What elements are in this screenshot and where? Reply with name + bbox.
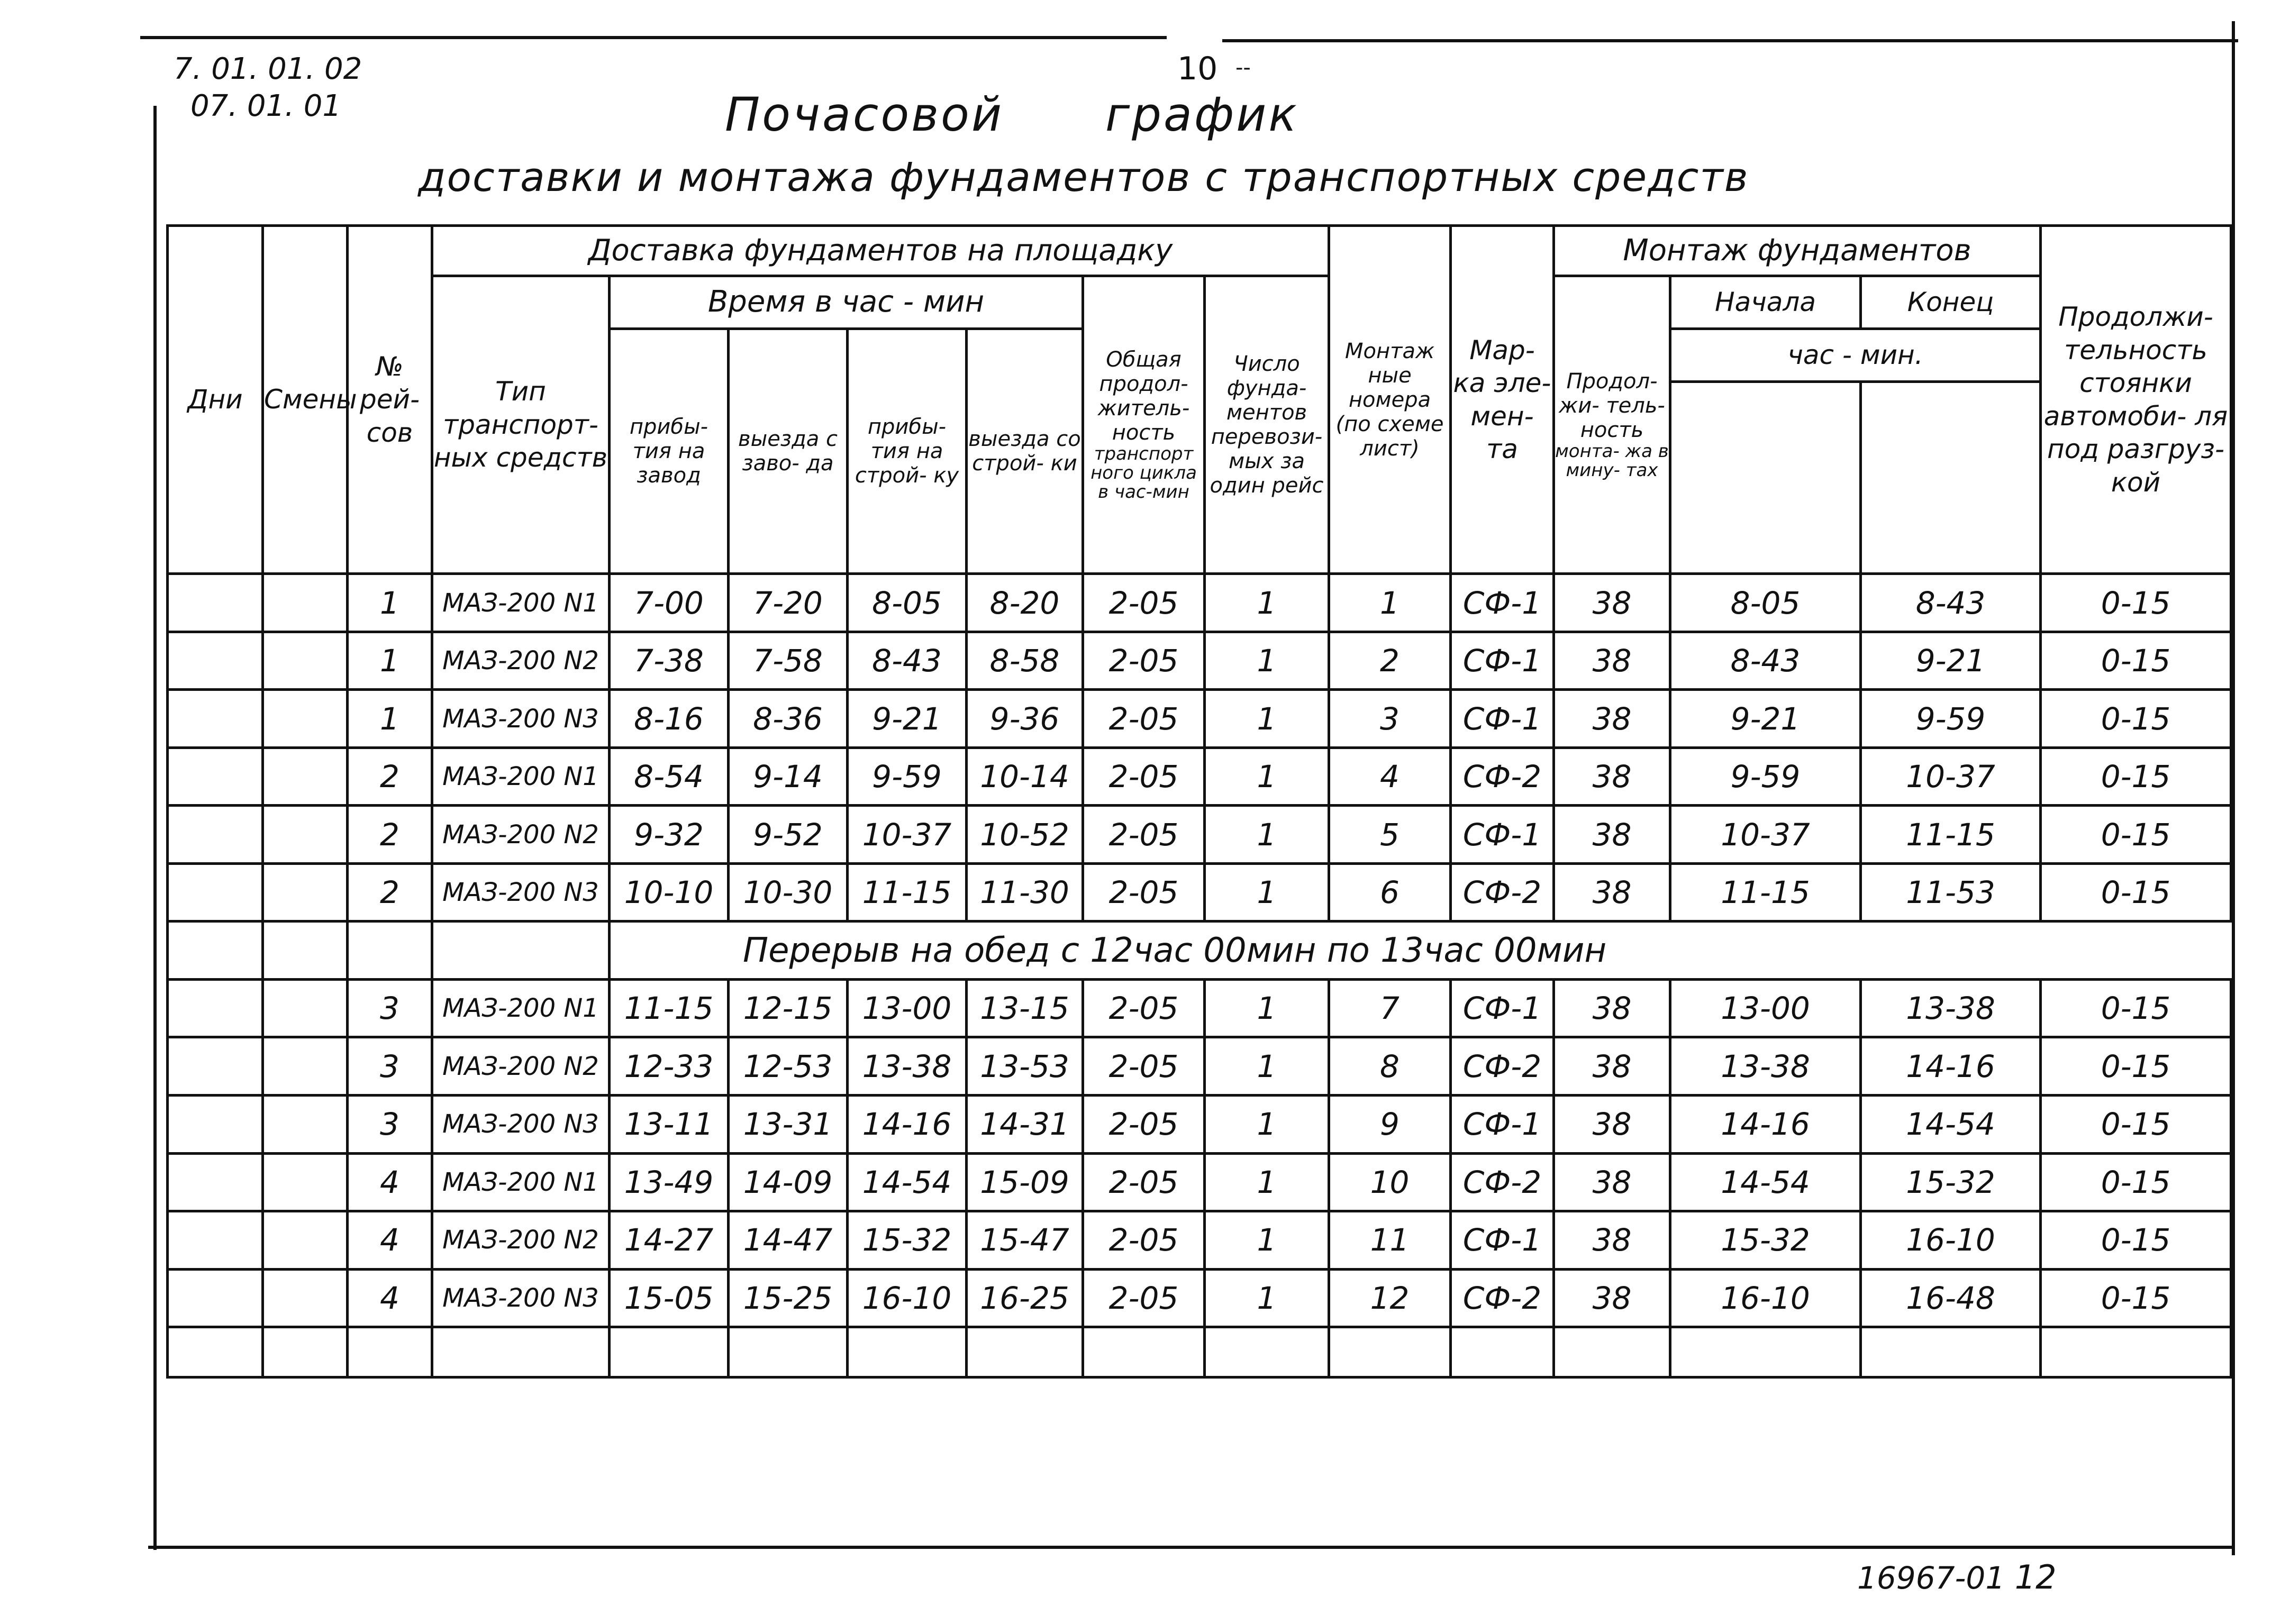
cell-trip: 1 [348,632,432,690]
cell-depart-plant: 12-15 [729,979,848,1037]
cell-duration: 38 [1554,1269,1670,1327]
cell-depart-plant: 7-58 [729,632,848,690]
cell-count: 1 [1205,1211,1329,1270]
cell-vehicle: МАЗ-200 N1 [432,574,610,632]
cell-total: 2-05 [1083,1096,1205,1154]
cell-total: 2-05 [1083,574,1205,632]
corner-code-1: 7. 01. 01. 02 [174,52,362,86]
schedule-table [166,224,2232,1379]
cell-arrive-site: 11-15 [848,863,967,922]
cell-shift [263,574,348,632]
cell-arrive-plant: 8-16 [610,690,729,748]
cell-stay: 0-15 [2041,690,2231,748]
empty-row [168,1327,2231,1377]
cell-arrive-site: 8-05 [848,574,967,632]
cell-duration: 38 [1554,1096,1670,1154]
cell-day [168,574,263,632]
cell-count: 1 [1205,574,1329,632]
header-transport-type: Тип транспорт- ных средств [432,276,610,573]
header-start: Начала [1670,276,1861,329]
cell-trip: 3 [348,1037,432,1096]
cell-depart-plant: 9-14 [729,747,848,806]
cell-arrive-plant: 7-38 [610,632,729,690]
cell-total: 2-05 [1083,1153,1205,1211]
cell-day [168,806,263,864]
cell-depart-site: 16-25 [967,1269,1083,1327]
cell-day [168,1037,263,1096]
cell-total: 2-05 [1083,1037,1205,1096]
cell-end: 14-54 [1861,1096,2041,1154]
cell-num: 7 [1329,979,1451,1037]
cell-day [168,1211,263,1270]
cell-start: 10-37 [1670,806,1861,864]
cell-arrive-site: 13-00 [848,979,967,1037]
cell-stay: 0-15 [2041,1096,2231,1154]
cell-stay: 0-15 [2041,979,2231,1037]
cell-depart-site: 10-52 [967,806,1083,864]
header-arrive-site: прибы- тия на строй- ку [848,329,967,573]
cell-arrive-site: 14-16 [848,1096,967,1154]
cell-vehicle [432,922,610,980]
cell-mark: СФ-1 [1451,1211,1554,1270]
cell-day [168,1153,263,1211]
cell-stay: 0-15 [2041,632,2231,690]
empty-cell [432,1327,610,1377]
cell-start: 15-32 [1670,1211,1861,1270]
header-depart-site: выезда со строй- ки [967,329,1083,573]
cell-arrive-site: 13-38 [848,1037,967,1096]
cell-total: 2-05 [1083,690,1205,748]
cell-shift [263,690,348,748]
cell-stay: 0-15 [2041,806,2231,864]
cell-mark: СФ-2 [1451,863,1554,922]
table-row [168,806,2231,864]
table-row [168,1211,2231,1270]
header-total-duration-small: транспорт ного цикла в час-мин [1090,443,1197,503]
cell-vehicle: МАЗ-200 N2 [432,1211,610,1270]
cell-vehicle: МАЗ-200 N3 [432,690,610,748]
cell-arrive-plant: 11-15 [610,979,729,1037]
cell-trip: 2 [348,863,432,922]
cell-num: 2 [1329,632,1451,690]
header-row-1 [168,226,2231,276]
frame-top-left [140,36,1167,39]
break-note: Перерыв на обед с 12час 00мин по 13час 00мин [610,922,2231,980]
cell-start: 16-10 [1670,1269,1861,1327]
cell-end: 11-53 [1861,863,2041,922]
break-row [168,922,2231,980]
cell-depart-plant: 10-30 [729,863,848,922]
header-total-duration [1083,276,1205,573]
cell-shift [263,979,348,1037]
empty-cell [610,1327,729,1377]
cell-shift [263,632,348,690]
cell-arrive-site: 8-43 [848,632,967,690]
cell-trip: 1 [348,574,432,632]
cell-trip: 4 [348,1269,432,1327]
cell-depart-plant: 9-52 [729,806,848,864]
cell-end: 9-21 [1861,632,2041,690]
cell-day [168,1096,263,1154]
cell-depart-plant: 15-25 [729,1269,848,1327]
table-row [168,979,2231,1037]
table-row [168,632,2231,690]
cell-depart-site: 10-14 [967,747,1083,806]
header-install-duration-small: монта- жа в мину- тах [1555,441,1669,481]
cell-start: 9-59 [1670,747,1861,806]
empty-cell [729,1327,848,1377]
sheet-number: 12 [2014,1558,2057,1596]
cell-mark: СФ-1 [1451,1096,1554,1154]
cell-num: 10 [1329,1153,1451,1211]
corner-code-2: 07. 01. 01 [190,89,341,123]
cell-num: 3 [1329,690,1451,748]
cell-arrive-site: 9-21 [848,690,967,748]
header-end-blank [1861,381,2041,573]
empty-cell [848,1327,967,1377]
cell-depart-site: 8-20 [967,574,1083,632]
header-shifts: Смены [263,226,348,574]
cell-depart-plant: 12-53 [729,1037,848,1096]
cell-start: 13-00 [1670,979,1861,1037]
cell-mark: СФ-1 [1451,574,1554,632]
cell-trip: 3 [348,979,432,1037]
cell-trip: 4 [348,1211,432,1270]
cell-vehicle: МАЗ-200 N1 [432,1153,610,1211]
cell-count: 1 [1205,806,1329,864]
cell-trip: 4 [348,1153,432,1211]
cell-end: 14-16 [1861,1037,2041,1096]
cell-total: 2-05 [1083,632,1205,690]
header-start-blank [1670,381,1861,573]
cell-num: 8 [1329,1037,1451,1096]
cell-day [168,863,263,922]
cell-start: 8-43 [1670,632,1861,690]
cell-arrive-plant: 13-49 [610,1153,729,1211]
table-row [168,747,2231,806]
empty-cell [1451,1327,1554,1377]
page-mark: -- [1235,56,1251,80]
cell-count: 1 [1205,747,1329,806]
cell-duration: 38 [1554,747,1670,806]
table-row [168,1269,2231,1327]
cell-arrive-site: 15-32 [848,1211,967,1270]
header-element-mark: Мар- ка эле- мен- та [1451,226,1554,574]
cell-trip: 2 [348,806,432,864]
empty-cell [2041,1327,2231,1377]
cell-end: 16-48 [1861,1269,2041,1327]
cell-duration: 38 [1554,806,1670,864]
cell-arrive-plant: 13-11 [610,1096,729,1154]
cell-vehicle: МАЗ-200 N3 [432,863,610,922]
page-title: Почасовой график [725,87,1299,142]
cell-count: 1 [1205,979,1329,1037]
cell-day [168,922,263,980]
cell-arrive-plant: 9-32 [610,806,729,864]
header-hour-min: час - мин. [1670,329,2041,381]
header-depart-plant: выезда с заво- да [729,329,848,573]
cell-num: 6 [1329,863,1451,922]
header-unload-duration: Продолжи- тельность стоянки автомоби- ля под разгруз- кой [2041,226,2231,574]
header-count: Число фунда- ментов перевози- мых за один рейс [1205,276,1329,573]
empty-cell [263,1327,348,1377]
cell-duration: 38 [1554,574,1670,632]
cell-depart-site: 13-15 [967,979,1083,1037]
cell-stay: 0-15 [2041,1211,2231,1270]
cell-num: 9 [1329,1096,1451,1154]
cell-mark: СФ-1 [1451,979,1554,1037]
frame-top-right [1222,39,2238,42]
table-row [168,1153,2231,1211]
cell-arrive-plant: 8-54 [610,747,729,806]
cell-num: 4 [1329,747,1451,806]
cell-num: 5 [1329,806,1451,864]
cell-arrive-plant: 12-33 [610,1037,729,1096]
empty-cell [1083,1327,1205,1377]
cell-arrive-plant: 14-27 [610,1211,729,1270]
cell-shift [263,806,348,864]
cell-depart-plant: 8-36 [729,690,848,748]
cell-arrive-site: 16-10 [848,1269,967,1327]
cell-stay: 0-15 [2041,747,2231,806]
header-row-2 [168,276,2231,329]
header-arrive-plant: прибы- тия на завод [610,329,729,573]
cell-mark: СФ-1 [1451,632,1554,690]
cell-end: 15-32 [1861,1153,2041,1211]
cell-count: 1 [1205,1096,1329,1154]
cell-num: 11 [1329,1211,1451,1270]
cell-vehicle: МАЗ-200 N1 [432,979,610,1037]
header-trip-no: № рей- сов [348,226,432,574]
cell-total: 2-05 [1083,1269,1205,1327]
cell-mark: СФ-2 [1451,1037,1554,1096]
cell-mark: СФ-1 [1451,806,1554,864]
empty-cell [1554,1327,1670,1377]
cell-start: 13-38 [1670,1037,1861,1096]
table-row [168,1037,2231,1096]
cell-start: 14-16 [1670,1096,1861,1154]
cell-stay: 0-15 [2041,863,2231,922]
cell-duration: 38 [1554,632,1670,690]
empty-cell [168,1327,263,1377]
cell-depart-site: 9-36 [967,690,1083,748]
cell-arrive-site: 10-37 [848,806,967,864]
empty-cell [967,1327,1083,1377]
cell-total: 2-05 [1083,1211,1205,1270]
cell-total: 2-05 [1083,747,1205,806]
cell-depart-site: 13-53 [967,1037,1083,1096]
cell-count: 1 [1205,863,1329,922]
cell-trip [348,922,432,980]
cell-shift [263,747,348,806]
table-row [168,574,2231,632]
page-number: 10 [1177,50,1218,87]
cell-stay: 0-15 [2041,1153,2231,1211]
cell-arrive-plant: 15-05 [610,1269,729,1327]
empty-cell [1329,1327,1451,1377]
empty-cell [1205,1327,1329,1377]
cell-mark: СФ-1 [1451,690,1554,748]
cell-num: 12 [1329,1269,1451,1327]
cell-duration: 38 [1554,1211,1670,1270]
header-time-group: Время в час - мин [610,276,1083,329]
cell-vehicle: МАЗ-200 N3 [432,1096,610,1154]
empty-cell [1670,1327,1861,1377]
cell-stay: 0-15 [2041,574,2231,632]
header-install-group: Монтаж фундаментов [1554,226,2041,276]
cell-stay: 0-15 [2041,1269,2231,1327]
cell-vehicle: МАЗ-200 N2 [432,806,610,864]
doc-number [1857,1558,2057,1596]
header-delivery-group: Доставка фундаментов на площадку [432,226,1329,276]
cell-day [168,632,263,690]
cell-count: 1 [1205,632,1329,690]
empty-cell [348,1327,432,1377]
header-total-duration-main: Общая продол- житель- ность [1097,348,1190,445]
cell-shift [263,922,348,980]
cell-day [168,690,263,748]
cell-depart-plant: 14-09 [729,1153,848,1211]
cell-end: 16-10 [1861,1211,2041,1270]
table-row [168,690,2231,748]
cell-vehicle: МАЗ-200 N3 [432,1269,610,1327]
cell-depart-plant: 14-47 [729,1211,848,1270]
cell-shift [263,1153,348,1211]
cell-day [168,747,263,806]
cell-shift [263,863,348,922]
cell-depart-plant: 13-31 [729,1096,848,1154]
empty-cell [1861,1327,2041,1377]
cell-count: 1 [1205,1037,1329,1096]
cell-stay: 0-15 [2041,1037,2231,1096]
cell-start: 14-54 [1670,1153,1861,1211]
cell-depart-site: 8-58 [967,632,1083,690]
cell-start: 11-15 [1670,863,1861,922]
cell-duration: 38 [1554,1037,1670,1096]
cell-day [168,979,263,1037]
cell-end: 8-43 [1861,574,2041,632]
cell-duration: 38 [1554,1153,1670,1211]
cell-trip: 1 [348,690,432,748]
cell-end: 10-37 [1861,747,2041,806]
cell-arrive-plant: 7-00 [610,574,729,632]
table-row [168,1096,2231,1154]
cell-depart-site: 15-09 [967,1153,1083,1211]
cell-vehicle: МАЗ-200 N1 [432,747,610,806]
cell-arrive-site: 9-59 [848,747,967,806]
cell-num: 1 [1329,574,1451,632]
cell-depart-site: 11-30 [967,863,1083,922]
table-row [168,863,2231,922]
frame-bottom [148,1546,2235,1549]
cell-count: 1 [1205,1269,1329,1327]
cell-end: 13-38 [1861,979,2041,1037]
cell-shift [263,1096,348,1154]
cell-trip: 2 [348,747,432,806]
cell-count: 1 [1205,690,1329,748]
header-install-duration [1554,276,1670,573]
cell-mark: СФ-2 [1451,747,1554,806]
cell-duration: 38 [1554,690,1670,748]
cell-trip: 3 [348,1096,432,1154]
cell-total: 2-05 [1083,863,1205,922]
cell-depart-site: 14-31 [967,1096,1083,1154]
cell-arrive-plant: 10-10 [610,863,729,922]
cell-total: 2-05 [1083,806,1205,864]
cell-start: 9-21 [1670,690,1861,748]
cell-shift [263,1269,348,1327]
cell-duration: 38 [1554,863,1670,922]
cell-depart-plant: 7-20 [729,574,848,632]
frame-left [153,106,157,1550]
cell-end: 11-15 [1861,806,2041,864]
cell-end: 9-59 [1861,690,2041,748]
header-end: Конец [1861,276,2041,329]
header-days: Дни [168,226,263,574]
doc-number-text: 16967-01 [1857,1560,2005,1596]
cell-mark: СФ-2 [1451,1269,1554,1327]
cell-total: 2-05 [1083,979,1205,1037]
cell-arrive-site: 14-54 [848,1153,967,1211]
cell-mark: СФ-2 [1451,1153,1554,1211]
cell-depart-site: 15-47 [967,1211,1083,1270]
cell-count: 1 [1205,1153,1329,1211]
cell-duration: 38 [1554,979,1670,1037]
cell-shift [263,1211,348,1270]
page-subtitle: доставки и монтажа фундаментов с транспортных средств [418,153,1749,200]
header-install-duration-main: Продол- жи- тель- ность [1559,369,1665,443]
cell-start: 8-05 [1670,574,1861,632]
cell-day [168,1269,263,1327]
cell-vehicle: МАЗ-200 N2 [432,632,610,690]
cell-shift [263,1037,348,1096]
header-install-numbers: Монтаж ные номера (по схеме лист) [1329,226,1451,574]
cell-vehicle: МАЗ-200 N2 [432,1037,610,1096]
